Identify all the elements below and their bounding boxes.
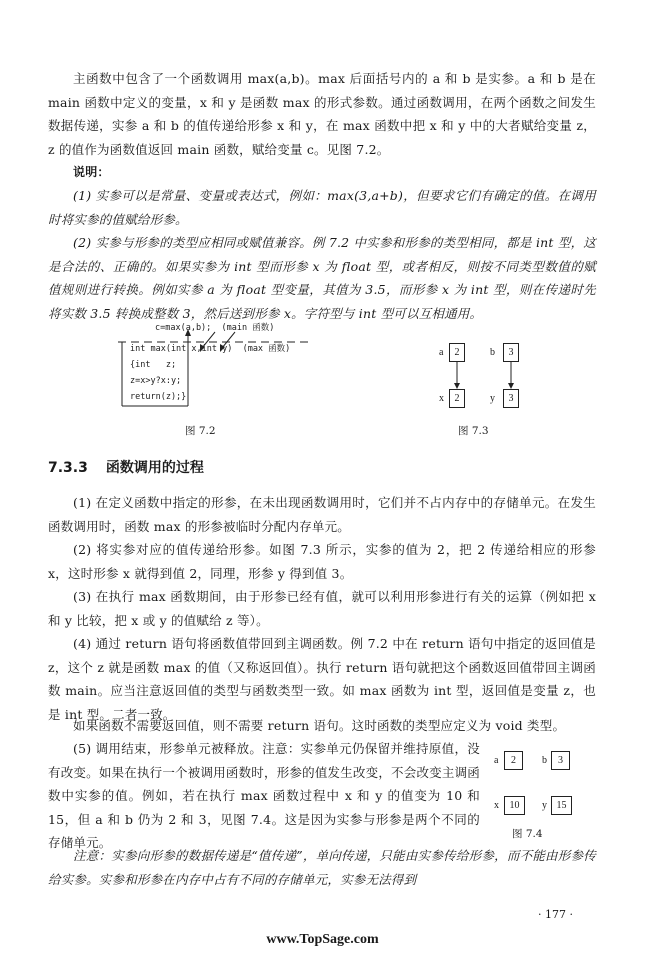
fig72-line3: z=x>y?x:y; [130,376,182,386]
fig74-y-label: y [542,800,547,811]
step-2: (2) 将实参对应的值传递给形参。如图 7.3 所示，实参的值为 2，把 2 传递给相应的形参 x，这时形参 x 就得到值 2，同理，形参 y 得到值 3。 [48,542,596,581]
warning-note: 注意：实参向形参的数据传递是“值传递”，单向传递，只能由实参传给形参，而不能由形参传给实参。实参和形参在内存中占有不同的存储单元，实参无法得到 [48,848,596,887]
fig73-b-label: b [490,347,495,358]
fig73-y-label: y [490,393,495,404]
step-3: (3) 在执行 max 函数期间，由于形参已经有值，就可以利用形参进行有关的运算（例如把 x 和 y 比较，把 x 或 y 的值赋给 z 等）。 [48,589,596,628]
fig74-b-box: 3 [551,751,570,770]
fig74-a-box: 2 [504,751,523,770]
fig74-a-label: a [494,755,499,766]
fig74-x-label: x [494,800,499,811]
fig73-arrows [445,361,525,391]
step-4: (4) 通过 return 语句将函数值带回到主调函数。例 7.2 中在 return 语句中指定的返回值是 z，这个 z 就是函数 max 的值（又称返回值）。执行 return 语句就把这个函数返回值带回主调函数 main。应当注意返回值的类型与函数类型一致。如 max 函数为 int 型，返回值是变量 z，也是 int 型。二者一致。 [48,636,596,722]
fig73-x-box: 2 [449,389,465,408]
fig72-line4: return(z);} [130,392,187,402]
fig72-line0: c=max(a,b); (main 函数) [155,323,275,333]
fig74-b-label: b [542,755,547,766]
fig74-y-box: 15 [551,796,572,815]
fig73-a-label: a [439,347,444,358]
section-title: 函数调用的过程 [105,460,204,476]
fig72-line1: int max(int x,int y) (max 函数) [130,344,291,354]
fig74-x-box: 10 [504,796,525,815]
figure-7-4-caption: 图 7.4 [512,828,543,840]
note-2: (2) 实参与形参的类型应相同或赋值兼容。例 7.2 中实参和形参的类型相同，都是 int 型，这是合法的、正确的。如果实参为 int 型而形参 x 为 float 型，或者相反，则按不同类型数值的赋值规则进行转换。例如实参 a 为 float 型变量，其值为 3.5，而形参 x 为 int 型，则在传递时先将实数 3.5 转换成整数 3，然后送到形参 x。字符型与 int 型可以互相通用。 [48,235,596,321]
figure-7-2-caption: 图 7.2 [185,425,216,437]
fig73-y-box: 3 [503,389,519,408]
fig73-a-box: 2 [449,343,465,362]
page-number: · 177 · [538,908,573,921]
paragraph-intro: 主函数中包含了一个函数调用 max(a,b)。max 后面括号内的 a 和 b 是实参。a 和 b 是在 main 函数中定义的变量，x 和 y 是函数 max 的形式参数。通过函数调用，在两个函数之间发生数据传递，实参 a 和 b 的值传递给形参 x 和 y，在 max 函数中把 x 和 y 中的大者赋给变量 z，z 的值作为函数值返回 main 函数，赋给变量 c。见图 7.2。 [48,71,596,157]
fig73-b-box: 3 [503,343,519,362]
step-4-void: 如果函数不需要返回值，则不需要 return 语句。这时函数的类型应定义为 void 类型。 [73,718,566,733]
fig73-x-label: x [439,393,444,404]
section-number: 7.3.3 [48,460,88,476]
step-1: (1) 在定义函数中指定的形参，在未出现函数调用时，它们并不占内存中的存储单元。在发生函数调用时，函数 max 的形参被临时分配内存单元。 [48,495,596,534]
footer-url: www.TopSage.com [266,932,379,947]
note-1: (1) 实参可以是常量、变量或表达式，例如：max(3,a+b)，但要求它们有确定的值。在调用时将实参的值赋给形参。 [48,188,596,227]
figure-7-3-caption: 图 7.3 [458,425,489,437]
step-5: (5) 调用结束，形参单元被释放。注意：实参单元仍保留并维持原值，没有改变。如果在执行一个被调用函数时，形参的值发生改变，不会改变主调函数中实参的值。例如，若在执行 max 函数过程中 x 和 y 的值变为 10 和 15，但 a 和 b 仍为 2 和 3，见图 7.4。这是因为实参与形参是两个不同的存储单元。 [48,741,480,850]
fig72-line2: {int z; [130,360,177,370]
note-label: 说明： [73,165,110,179]
section-heading [48,457,204,477]
